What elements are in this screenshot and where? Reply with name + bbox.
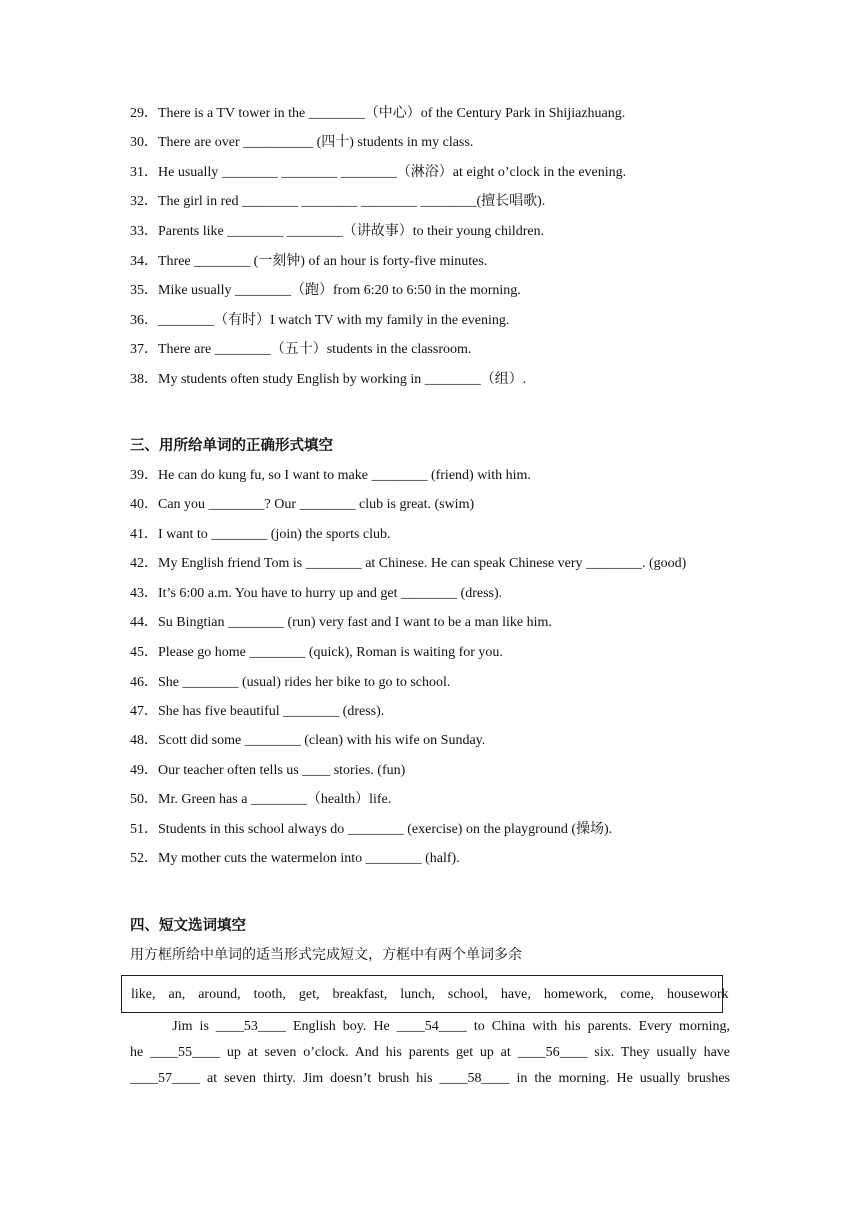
passage-line-1: Jim is ____53____ English boy. He ____54____ to China with his parents. Every morning, [130, 1019, 730, 1034]
question-39: 39．He can do kung fu, so I want to make ________ (friend) with him. [130, 468, 531, 483]
question-45: 45．Please go home ________ (quick), Roman is waiting for you. [130, 645, 503, 660]
question-35: 35．Mike usually ________（跑）from 6:20 to 6:50 in the morning. [130, 283, 521, 298]
section-4-instruction: 用方框所给中单词的适当形式完成短文，方框中有两个单词多余 [130, 947, 522, 963]
question-29: 29．There is a TV tower in the ________（中心）of the Century Park in Shijiazhuang. [130, 106, 626, 121]
question-33: 33．Parents like ________ ________（讲故事）to their young children. [130, 224, 545, 239]
question-38: 38．My students often study English by working in ________（组）. [130, 372, 527, 387]
question-44: 44．Su Bingtian ________ (run) very fast and I want to be a man like him. [130, 615, 552, 630]
question-43: 43．It’s 6:00 a.m. You have to hurry up and get ________ (dress). [130, 586, 503, 601]
question-40: 40．Can you ________? Our ________ club is great. (swim) [130, 497, 475, 512]
word-bank-text: like, an, around, tooth, get, breakfast, lunch, school, have, homework, come, housework [131, 987, 729, 1002]
word-bank-box [121, 975, 729, 1013]
question-52: 52．My mother cuts the watermelon into ________ (half). [130, 851, 460, 866]
question-49: 49．Our teacher often tells us ____ stories. (fun) [130, 763, 406, 778]
passage-line-2: he ____55____ up at seven o’clock. And his parents get up at ____56____ six. They usually have [130, 1045, 730, 1060]
section-4-title: 四、短文选词填空 [130, 918, 246, 934]
passage-line-3: ____57____ at seven thirty. Jim doesn’t brush his ____58____ in the morning. He usually brushes [130, 1071, 730, 1086]
question-46: 46．She ________ (usual) rides her bike to go to school. [130, 675, 451, 690]
question-47: 47．She has five beautiful ________ (dress). [130, 704, 385, 719]
question-34: 34．Three ________ (一刻钟) of an hour is forty-five minutes. [130, 254, 488, 269]
question-36: 36．________（有时）I watch TV with my family in the evening. [130, 313, 510, 328]
question-32: 32．The girl in red ________ ________ ________ ________(擅长唱歌). [130, 194, 546, 209]
question-31: 31．He usually ________ ________ ________（淋浴）at eight o’clock in the evening. [130, 165, 627, 180]
question-51: 51．Students in this school always do ________ (exercise) on the playground (操场). [130, 822, 613, 837]
question-42: 42．My English friend Tom is ________ at Chinese. He can speak Chinese very ________. (good) [130, 556, 687, 571]
question-41: 41．I want to ________ (join) the sports club. [130, 527, 391, 542]
question-37: 37．There are ________（五十）students in the classroom. [130, 342, 472, 357]
question-30: 30．There are over __________ (四十) students in my class. [130, 135, 474, 150]
question-48: 48．Scott did some ________ (clean) with his wife on Sunday. [130, 733, 486, 748]
section-3-title: 三、用所给单词的正确形式填空 [130, 438, 333, 454]
question-50: 50．Mr. Green has a ________（health）life. [130, 792, 392, 807]
